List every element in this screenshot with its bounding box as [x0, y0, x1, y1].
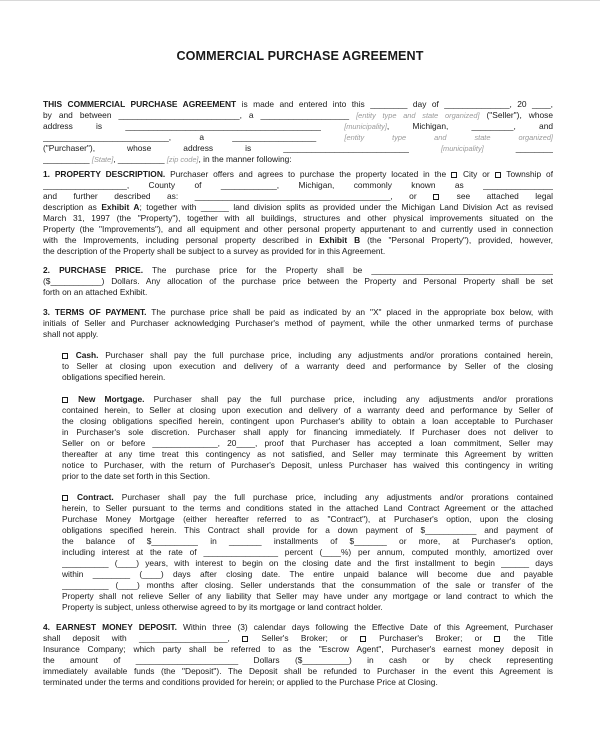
- text-segment: notice to Purchaser, with the return of Purchaser's Deposit, unless Purchaser has waived this contingency in writing: [62, 460, 553, 470]
- text-line: [43, 318, 553, 329]
- text-segment: , __________: [113, 154, 167, 164]
- field-hint: [entity type and state organized]: [344, 133, 553, 142]
- text-line: [43, 644, 553, 655]
- text-segment: , Michigan, _________, and: [386, 121, 553, 131]
- text-segment: obligations specified herein.: [62, 372, 166, 382]
- text-line: [62, 536, 553, 547]
- field-hint: [State]: [91, 155, 114, 164]
- text-segment: see attached legal: [440, 191, 553, 201]
- text-segment: shall deposit with ___________________,: [43, 633, 243, 643]
- text-line: [43, 180, 553, 191]
- text-segment: forth on an attached Exhibit.: [43, 287, 148, 297]
- text-segment: address is __________________________________________: [43, 121, 345, 131]
- checkbox-icon[interactable]: [495, 172, 501, 178]
- text-line: [62, 449, 553, 460]
- text-line: [43, 99, 553, 110]
- text-line: [62, 427, 553, 438]
- text-segment: Purchaser shall pay the full purchase price, including any adjustments and/or prorations: [144, 394, 553, 404]
- section-heading: 1. PROPERTY DESCRIPTION.: [43, 169, 166, 179]
- text-segment: shall not apply.: [43, 329, 99, 339]
- text-segment: Within three (3) calendar days following the Effective Date of this Agreement, Purchaser: [176, 622, 553, 632]
- text-segment: initials of Seller and Purchaser acknowledging Purchaser's method of payment, while the other unmarked terms of purchase: [43, 318, 553, 328]
- text-segment: Purchaser shall pay the full purchase price, including any adjustments and/or prorations contained: [113, 492, 553, 502]
- section-heading: Exhibit A: [101, 202, 140, 212]
- text-line: [62, 438, 553, 449]
- checkbox-icon[interactable]: [242, 636, 248, 642]
- text-line: [62, 350, 553, 361]
- text-segment: prior to the date set forth in this Section.: [62, 471, 211, 481]
- text-line: [43, 213, 553, 224]
- text-segment: obligations specified herein. This Contract shall provide for a down payment of $___________ and payment of: [62, 525, 553, 535]
- text-line: [62, 361, 553, 372]
- text-line: [43, 622, 553, 633]
- checkbox-icon[interactable]: [62, 353, 68, 359]
- text-segment: ("Purchaser"), whose address is ___________________________: [43, 143, 441, 153]
- text-segment: and further described as: __________________________________________, or: [43, 191, 434, 201]
- text-segment: thereafter at any time treat this contingency as not satisfied, and Seller may terminate this Agreement by written: [62, 449, 553, 459]
- text-segment: __________ (____) years, with interest to begin on the closing date and the first installment to begin ______ days: [62, 558, 553, 568]
- text-line: [62, 591, 553, 602]
- text-line: [62, 558, 553, 569]
- document-title: COMMERCIAL PURCHASE AGREEMENT: [176, 49, 424, 63]
- text-segment: the balance of $__________ in _______ installments of $_______ or more, at Purchaser's option,: [62, 536, 553, 546]
- checkbox-icon[interactable]: [62, 495, 68, 501]
- text-segment: Purchase Money Mortgage (either hereafter referred to as "Contract"), at Purchaser's option, upon the closing: [62, 514, 553, 524]
- text-segment: the Title: [501, 633, 553, 643]
- text-line: [43, 666, 553, 677]
- field-hint: [entity type and state organized]: [356, 111, 480, 120]
- text-line: [43, 246, 553, 257]
- text-segment: is made and entered into this ________ day of ______________, 20 ____,: [236, 99, 553, 109]
- text-segment: by and between __________________________, a ___________________: [43, 110, 357, 120]
- text-line: [43, 110, 553, 121]
- checkbox-icon[interactable]: [451, 172, 457, 178]
- text-segment: __________________, County of ____________, Michigan, commonly known as _______________: [43, 180, 553, 190]
- text-line: [43, 191, 553, 202]
- text-segment: , in the manner following:: [198, 154, 292, 164]
- text-segment: Property is subject, unless otherwise agreed to by its mortgage or land contract holder.: [62, 602, 383, 612]
- text-segment: Purchaser's Broker; or: [366, 633, 495, 643]
- text-line: [43, 307, 553, 318]
- text-line: [43, 235, 553, 246]
- text-segment: The purchase price shall be paid as indicated by an "X" placed in the appropriate box below, with: [146, 307, 553, 317]
- text-line: [43, 633, 553, 644]
- text-line: [62, 525, 553, 536]
- section-heading: Contract.: [69, 492, 114, 502]
- text-segment: ___________________________, a __________________: [43, 132, 345, 142]
- field-hint: [municipality]: [344, 122, 387, 131]
- text-line: [62, 416, 553, 427]
- text-segment: Purchaser offers and agrees to purchase the property located in the: [165, 169, 452, 179]
- text-line: [43, 276, 553, 287]
- text-line: [43, 655, 553, 666]
- text-segment: ________: [483, 143, 553, 153]
- text-segment: immediately available funds (the "Deposit"). The Deposit shall be refunded to Purchaser in the event this Agreement is: [43, 666, 553, 676]
- text-segment: Purchaser shall pay the full purchase price, including any adjustments and/or prorations contained herein,: [98, 350, 553, 360]
- checkbox-icon[interactable]: [360, 636, 366, 642]
- text-segment: Insurance Company; which party shall be referred to as the "Escrow Agent", Purchaser's earnest money deposit in: [43, 644, 553, 654]
- text-line: [62, 471, 553, 482]
- section-heading: 4. EARNEST MONEY DEPOSIT.: [43, 622, 177, 632]
- text-segment: to Seller at closing upon execution and delivery of a warranty deed and performance by Seller of the closing: [62, 361, 553, 371]
- text-segment: Property shall not relieve Seller of any liability that Seller may have under any mortgage or land contract to which the: [62, 591, 553, 601]
- text-segment: Property (the "Improvements"), and all equipment and other personal property appurtenant to and currently used in connection: [43, 224, 553, 234]
- text-line: [43, 287, 553, 298]
- checkbox-icon[interactable]: [433, 194, 439, 200]
- text-line: [62, 405, 553, 416]
- text-line: [62, 514, 553, 525]
- text-segment: ($___________) Dollars. Any allocation of the purchase price between the Property and Personal Property shall be set: [43, 276, 553, 286]
- text-segment: Township of: [501, 169, 553, 179]
- text-segment: Seller's Broker; or: [249, 633, 360, 643]
- field-hint: [zip code]: [166, 155, 199, 164]
- section-heading: New Mortgage.: [69, 394, 145, 404]
- section-heading: 2. PURCHASE PRICE.: [43, 265, 144, 275]
- text-segment: herein, to Seller pursuant to the terms and conditions stated in the attached Land Contract Agreement or the attached: [62, 503, 553, 513]
- text-segment: the closing obligations specified herein, contingent upon Purchaser's ability to obtain a loan acceptable to Purchaser: [62, 416, 553, 426]
- text-segment: description as: [43, 202, 102, 212]
- text-line: [62, 547, 553, 558]
- text-line: [43, 121, 553, 132]
- text-line: [62, 580, 553, 591]
- text-segment: within ________ (____) days after closing date. The entire unpaid balance will become due and payable: [62, 569, 553, 579]
- text-segment: contained herein, to Seller at closing upon execution and delivery of a warranty deed and performance by Seller of: [62, 405, 553, 415]
- text-line: [62, 394, 553, 405]
- text-segment: __________ (____) months after closing. Seller understands that the consummation of the sale or transfer of the: [62, 580, 553, 590]
- text-line: [43, 154, 553, 165]
- section-heading: THIS COMMERCIAL PURCHASE AGREEMENT: [43, 99, 237, 109]
- text-segment: ("Seller"), whose: [479, 110, 553, 120]
- text-segment: including interest at the rate of ________________ percent (____%) per annum, computed monthly, amortized over: [62, 547, 553, 557]
- text-segment: March 31, 1997 (the "Property"), together with all buildings, structures and other physical improvements situated on the: [43, 213, 553, 223]
- checkbox-icon[interactable]: [62, 397, 68, 403]
- text-line: [43, 329, 553, 340]
- text-segment: terminated under the terms and conditions provided for herein; or applied to the Purchase Price at Closing.: [43, 677, 438, 687]
- text-line: [43, 202, 553, 213]
- text-line: [62, 602, 553, 613]
- text-line: [62, 460, 553, 471]
- text-line: [43, 265, 553, 276]
- text-segment: The purchase price for the Property shall be _______________________________________: [143, 265, 553, 275]
- text-line: [43, 677, 553, 688]
- text-segment: in Purchaser's sole discretion. Purchaser shall apply for financing immediately. If Purchaser does not deliver to: [62, 427, 553, 437]
- text-line: [43, 169, 553, 180]
- text-line: [43, 132, 553, 143]
- text-segment: the amount of ______________________ Dollars ($__________) in cash or by check representing: [43, 655, 553, 665]
- text-segment: Seller on or before ______________, 20____, proof that Purchaser has accepted a loan commitment, Seller may: [62, 438, 553, 448]
- text-segment: with the Improvements, including personal property described in: [43, 235, 320, 245]
- text-line: [62, 503, 553, 514]
- section-heading: Cash.: [69, 350, 99, 360]
- text-segment: (the "Personal Property"), provided, however,: [360, 235, 553, 245]
- text-segment: the description of the Property shall be subject to a survey as provided for in this Agreement.: [43, 246, 386, 256]
- text-line: [43, 143, 553, 154]
- text-line: [43, 224, 553, 235]
- text-segment: City or: [458, 169, 495, 179]
- text-line: [62, 569, 553, 580]
- section-heading: 3. TERMS OF PAYMENT.: [43, 307, 147, 317]
- section-heading: Exhibit B: [319, 235, 361, 245]
- text-segment: __________: [43, 154, 92, 164]
- text-line: [62, 372, 553, 383]
- text-line: [62, 492, 553, 503]
- field-hint: [municipality]: [440, 144, 484, 153]
- checkbox-icon[interactable]: [494, 636, 500, 642]
- text-segment: ; together with ______ land division splits as provided under the Michigan Land Division Act as revised: [139, 202, 553, 212]
